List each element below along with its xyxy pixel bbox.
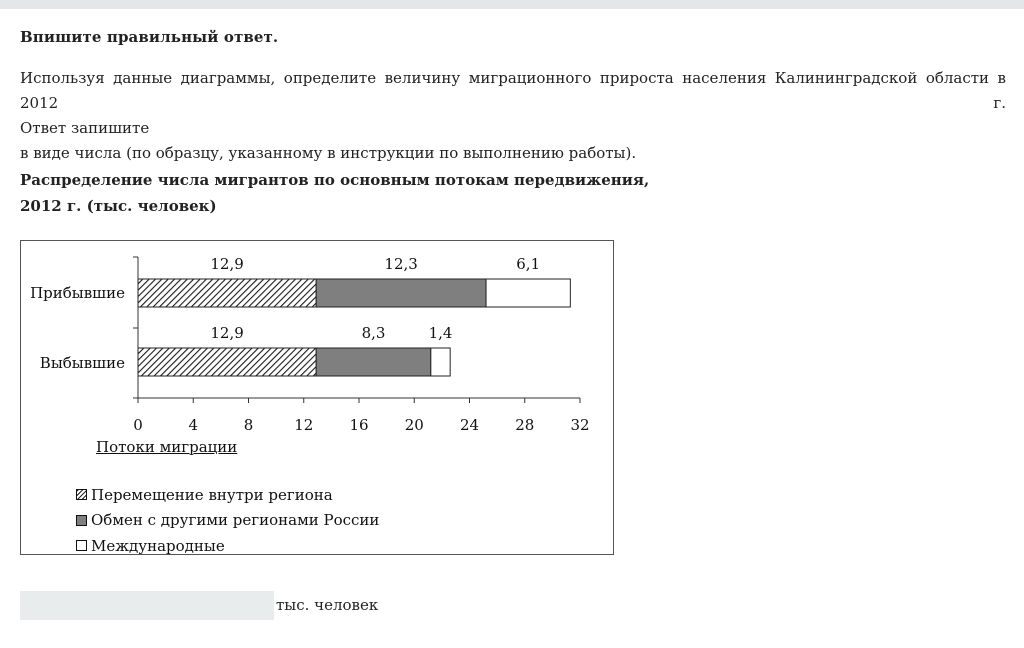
task-instruction: Впишите правильный ответ. [20,28,279,46]
data-label: 8,3 [361,324,386,342]
question-line-1: Используя данные диаграммы, определите величину миграционного прироста населения Калининградской области в 2012 г. [20,69,1006,112]
data-label: 6,1 [516,255,541,273]
data-label: 12,9 [210,324,244,342]
legend-label: Обмен с другими регионами России [91,511,380,530]
question-line-3: в виде числа (по образцу, указанному в инструкции по выполнению работы). [20,144,637,162]
legend-swatch-white [76,540,87,551]
bar-segment [486,279,570,307]
legend-item-intra-region [76,482,379,508]
bar-segment [138,279,316,307]
top-bar [0,0,1024,9]
x-tick-label: 8 [243,416,254,434]
chart-title-line-2: 2012 г. (тыс. человек) [20,197,217,215]
bar-segment [431,348,450,376]
x-tick-label: 32 [570,416,590,434]
x-axis-title: Потоки миграции [96,438,238,456]
data-label: 12,3 [384,255,418,273]
legend-item-international [76,533,379,559]
legend-swatch-grey [76,515,87,526]
answer-input[interactable] [20,591,274,620]
task-question [20,66,1006,166]
bar-segment [316,279,486,307]
x-tick-label: 16 [349,416,369,434]
category-label: Прибывшие [30,284,125,302]
chart-title-line-1: Распределение числа мигрантов по основным потокам передвижения, [20,171,650,189]
answer-unit: тыс. человек [276,596,379,614]
question-line-2: Ответ запишите [20,119,150,137]
legend-label: Международные [91,536,225,555]
chart-box [20,240,614,555]
bar-segment [316,348,431,376]
data-label: 12,9 [210,255,244,273]
bar-segment [138,348,316,376]
x-tick-label: 28 [515,416,535,434]
legend-swatch-hatched [76,489,87,500]
legend-item-other-regions [76,508,379,534]
x-tick-label: 24 [459,416,480,434]
chart-legend [76,482,379,559]
category-label: Выбывшие [39,354,125,372]
x-tick-label: 4 [188,416,199,434]
x-tick-label: 20 [404,416,424,434]
x-tick-label: 12 [294,416,314,434]
x-tick-label: 0 [133,416,143,434]
chart-title [20,167,649,219]
data-label: 1,4 [428,324,453,342]
legend-label: Перемещение внутри региона [91,485,333,504]
